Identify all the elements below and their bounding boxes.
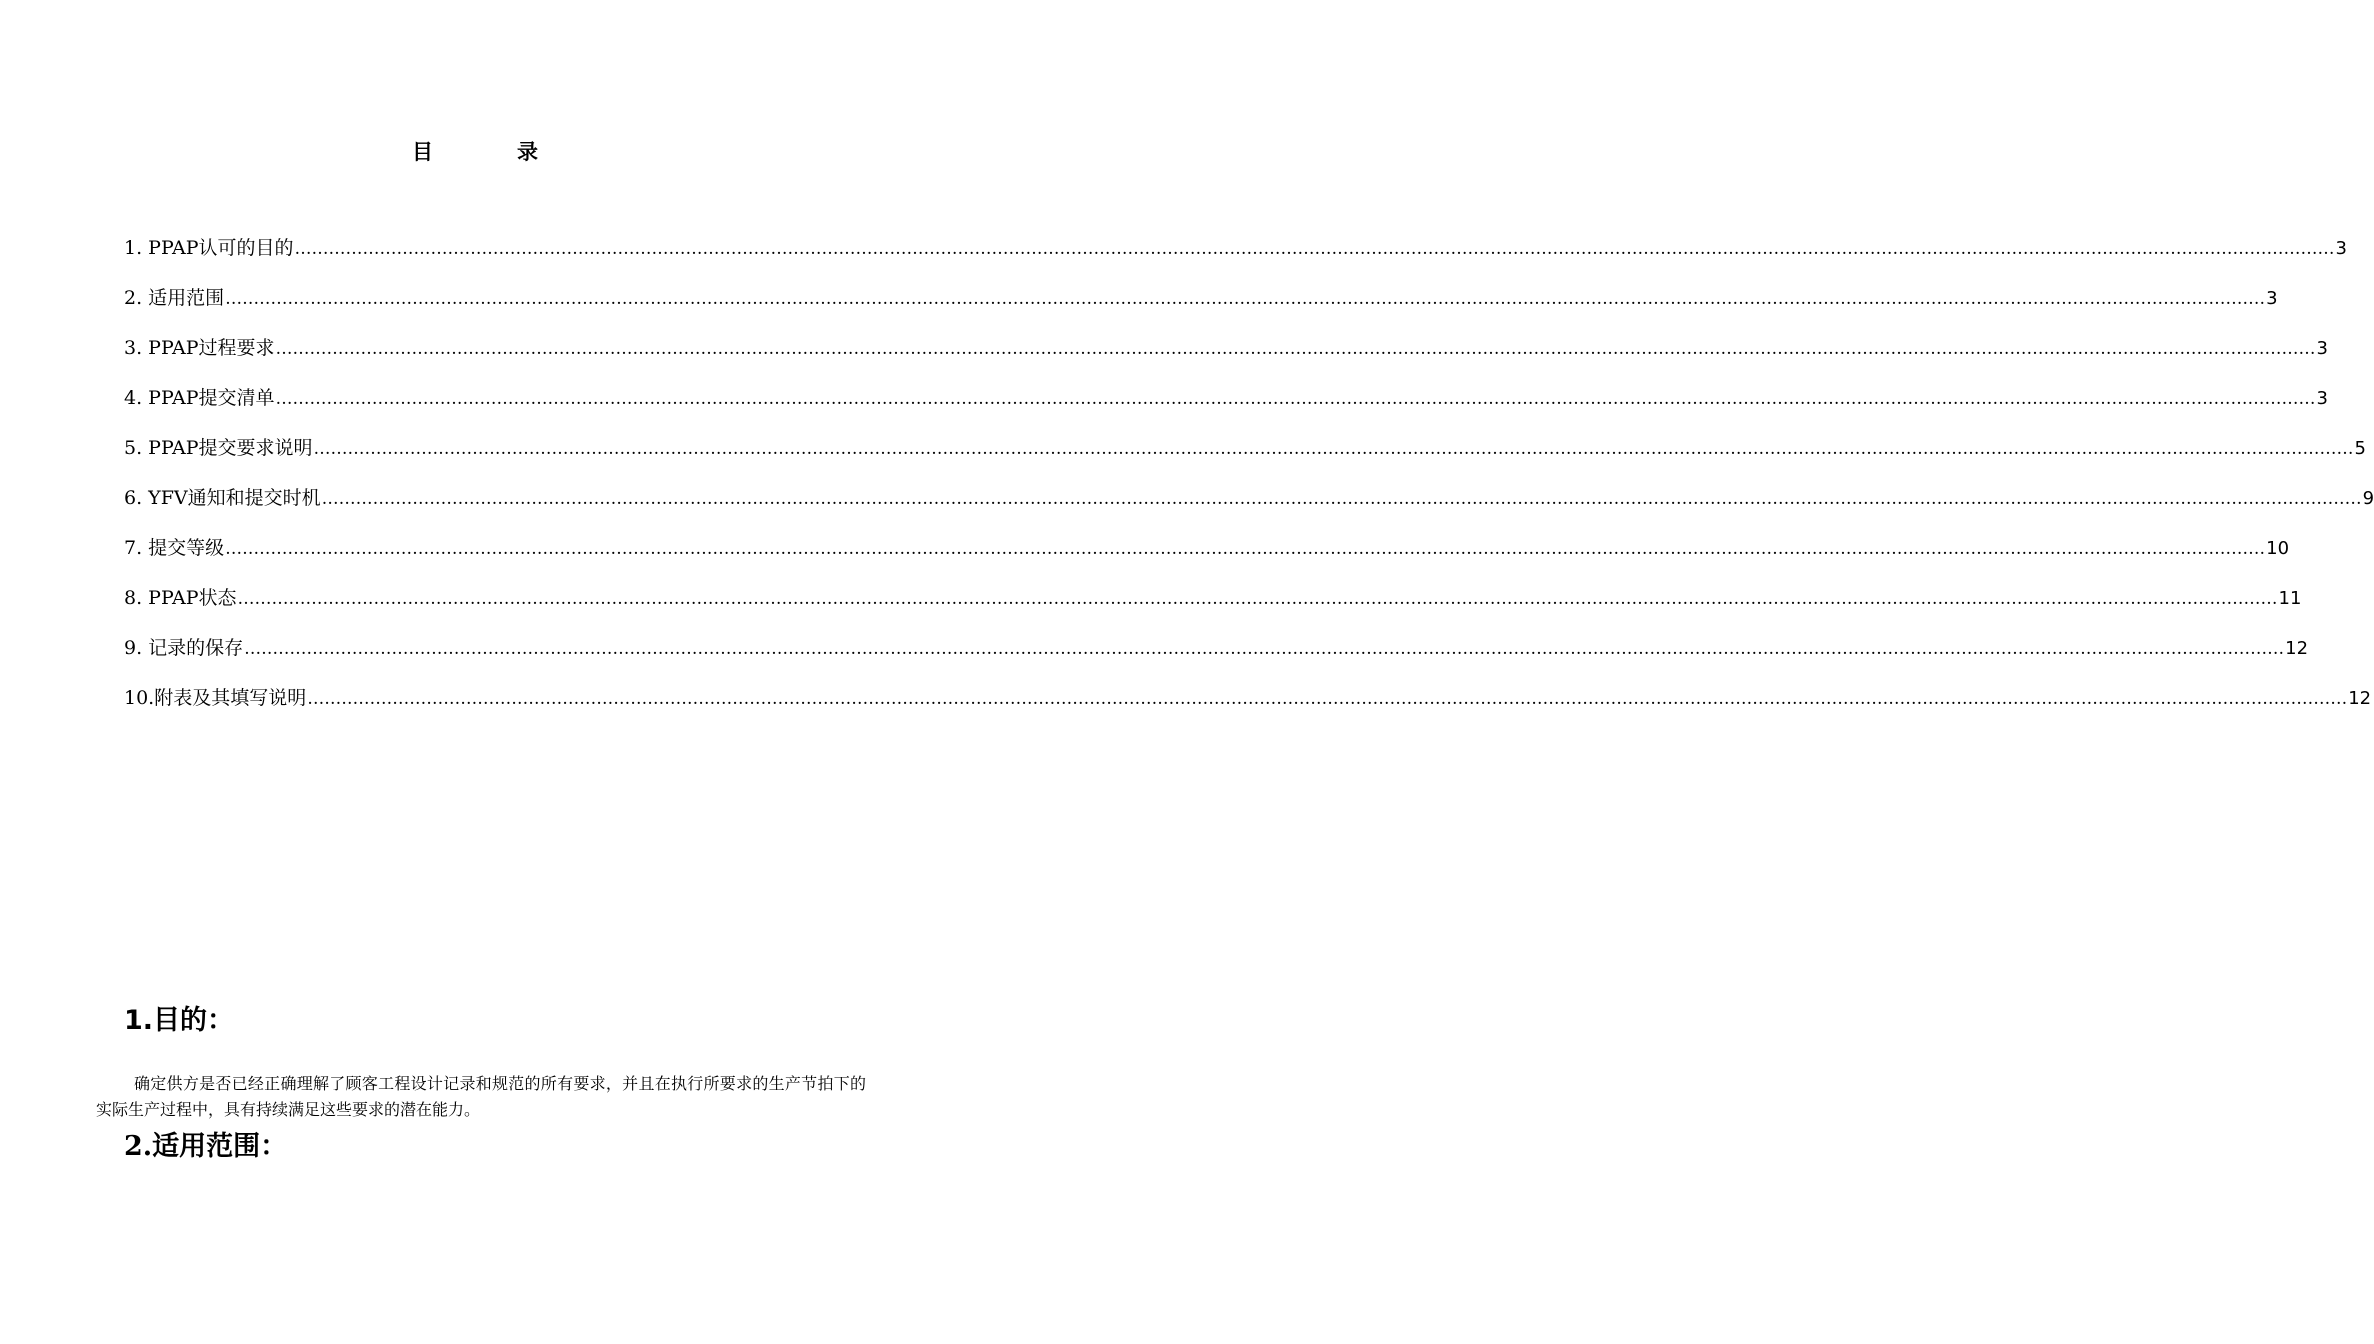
toc-entry-page: 12 — [2285, 638, 2309, 659]
toc-entry-page: 12 — [2348, 688, 2372, 709]
toc-entry[interactable] — [124, 284, 2278, 334]
toc-entry[interactable] — [124, 434, 2366, 484]
toc-entry-label: 9. 记录的保存 — [124, 637, 244, 659]
section-1-heading: 1.目的： — [124, 1005, 235, 1036]
toc-leader-dots: ……………………………………………………………………………………………………………………………………………………………………………………………………………………………………………………………………………………………………………………………… — [237, 589, 2278, 609]
toc-title-right: 录 — [517, 139, 538, 164]
toc-entry[interactable] — [124, 684, 2372, 734]
toc-entry-label: 10.附表及其填写说明 — [124, 687, 307, 709]
toc-entry-page: 9 — [2362, 488, 2374, 509]
toc-entry-label: 4. PPAP提交清单 — [124, 387, 275, 409]
toc-entry[interactable] — [124, 584, 2302, 634]
toc-leader-dots: ……………………………………………………………………………………………………………………………………………………………………………………………………………………………………………………………………………………………………………………………… — [307, 689, 2348, 709]
toc-entry-label: 2. 适用范围 — [124, 287, 225, 309]
toc-leader-dots: ……………………………………………………………………………………………………………………………………………………………………………………………………………………………………………………………………………………………………………………………… — [313, 439, 2354, 459]
toc-entry-page: 11 — [2278, 588, 2302, 609]
toc-entry-label: 3. PPAP过程要求 — [124, 337, 275, 359]
toc-entry[interactable] — [124, 484, 2374, 534]
toc-entry-page: 3 — [2266, 288, 2278, 309]
toc-entry-label: 8. PPAP状态 — [124, 587, 237, 609]
toc-entry-page: 5 — [2354, 438, 2366, 459]
toc-entry-page: 3 — [2335, 238, 2347, 259]
toc-title-left: 目 — [412, 139, 433, 164]
toc-leader-dots: ……………………………………………………………………………………………………………………………………………………………………………………………………………………………………………………………………………………………………………………………… — [225, 539, 2266, 559]
toc-leader-dots: ……………………………………………………………………………………………………………………………………………………………………………………………………………………………………………………………………………………………………………………………… — [244, 639, 2285, 659]
toc-entry-page: 3 — [2316, 388, 2328, 409]
toc-entry-label: 1. PPAP认可的目的 — [124, 237, 294, 259]
section-1-body: 确定供方是否已经正确理解了顾客工程设计记录和规范的所有要求，并且在执行所要求的生产节拍下的实际生产过程中，具有持续满足这些要求的潜在能力。 — [96, 1074, 866, 1119]
toc-entry[interactable] — [124, 234, 2347, 284]
toc-entry-page: 3 — [2316, 338, 2328, 359]
toc-leader-dots: ……………………………………………………………………………………………………………………………………………………………………………………………………………………………………………………………………………………………………………………………… — [321, 489, 2362, 509]
toc-entry[interactable] — [124, 534, 2290, 584]
toc-leader-dots: ……………………………………………………………………………………………………………………………………………………………………………………………………………………………………………………………………………………………………………………………… — [275, 389, 2316, 409]
toc-title — [0, 136, 950, 166]
toc-entry-label: 6. YFV通知和提交时机 — [124, 487, 321, 509]
toc-leader-dots: ……………………………………………………………………………………………………………………………………………………………………………………………………………………………………………………………………………………………………………………………… — [225, 289, 2266, 309]
toc-leader-dots: ……………………………………………………………………………………………………………………………………………………………………………………………………………………………………………………………………………………………………………………………… — [294, 239, 2335, 259]
toc-entry[interactable] — [124, 634, 2309, 684]
toc-entry-label: 5. PPAP提交要求说明 — [124, 437, 313, 459]
toc-list — [124, 234, 2374, 734]
toc-leader-dots: ……………………………………………………………………………………………………………………………………………………………………………………………………………………………………………………………………………………………………………………………… — [275, 339, 2316, 359]
toc-entry[interactable] — [124, 384, 2328, 434]
toc-entry[interactable] — [124, 334, 2328, 384]
toc-entry-page: 10 — [2266, 538, 2290, 559]
toc-entry-label: 7. 提交等级 — [124, 537, 225, 559]
section-2-heading: 2.适用范围： — [124, 1131, 288, 1162]
